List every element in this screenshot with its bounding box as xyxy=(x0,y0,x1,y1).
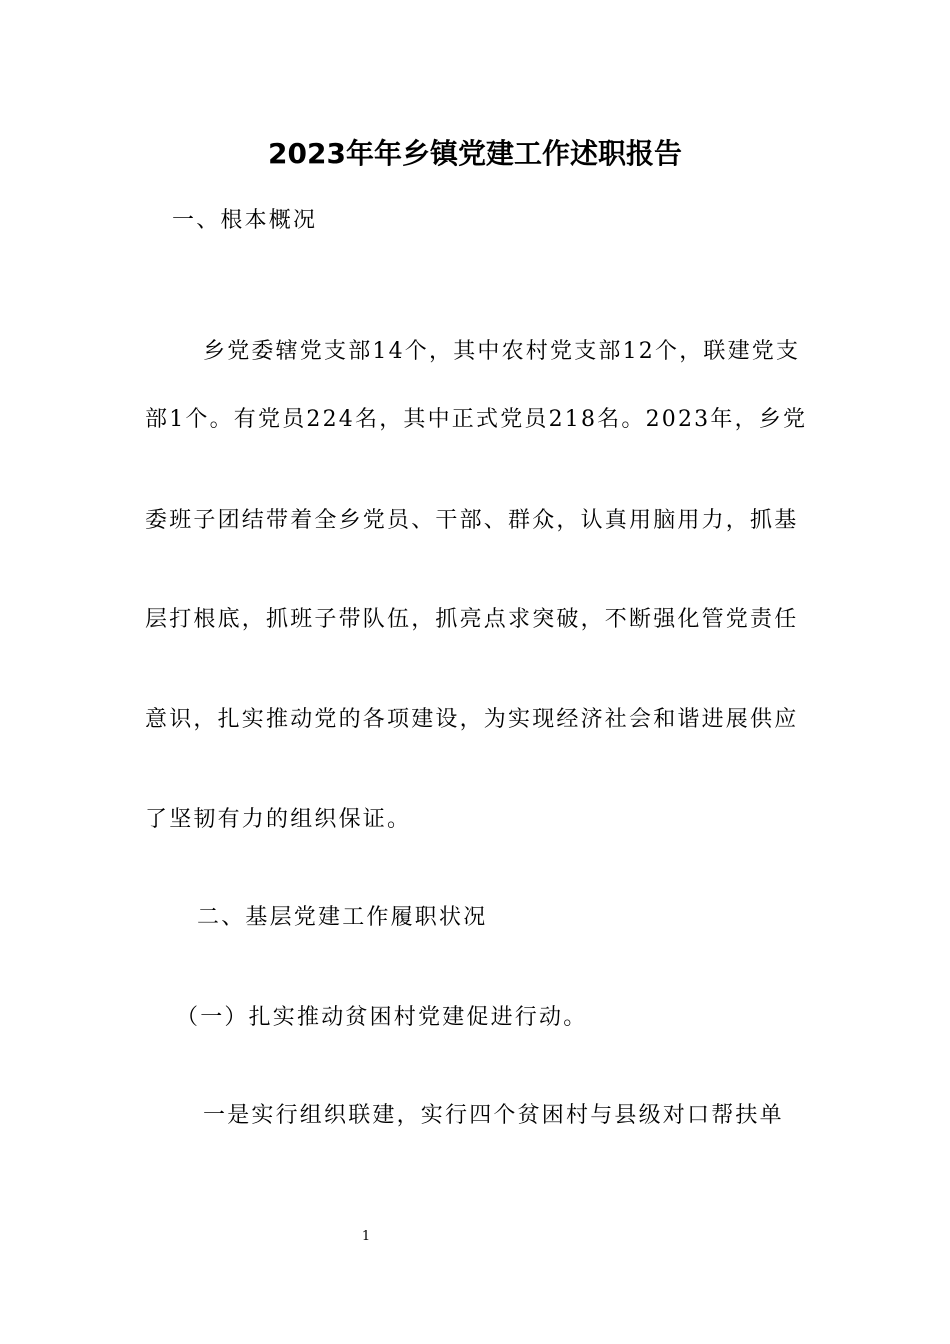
section-heading-overview: 一、根本概况 xyxy=(172,208,318,233)
paragraph-line: 层打根底，抓班子带队伍，抓亮点求突破，不断强化管党责任 xyxy=(145,607,799,632)
paragraph-line: 了坚韧有力的组织保证。 xyxy=(145,807,412,832)
paragraph-line: 意识，扎实推动党的各项建设，为实现经济社会和谐进展供应 xyxy=(145,707,799,732)
section-heading-duties: 二、基层党建工作履职状况 xyxy=(197,905,488,930)
subsection-heading: （一）扎实推动贫困村党建促进行动。 xyxy=(176,1005,588,1030)
page-number: 1 xyxy=(361,1229,371,1244)
paragraph-line: 乡党委辖党支部14个，其中农村党支部12个，联建党支 xyxy=(203,339,801,364)
document-title: 2023年年乡镇党建工作述职报告 xyxy=(268,137,682,170)
paragraph-line: 委班子团结带着全乡党员、干部、群众，认真用脑用力，抓基 xyxy=(145,508,799,533)
paragraph-line: 部1个。有党员224名，其中正式党员218名。2023年，乡党 xyxy=(145,407,808,432)
paragraph-line: 一是实行组织联建，实行四个贫困村与县级对口帮扶单 xyxy=(203,1103,784,1128)
